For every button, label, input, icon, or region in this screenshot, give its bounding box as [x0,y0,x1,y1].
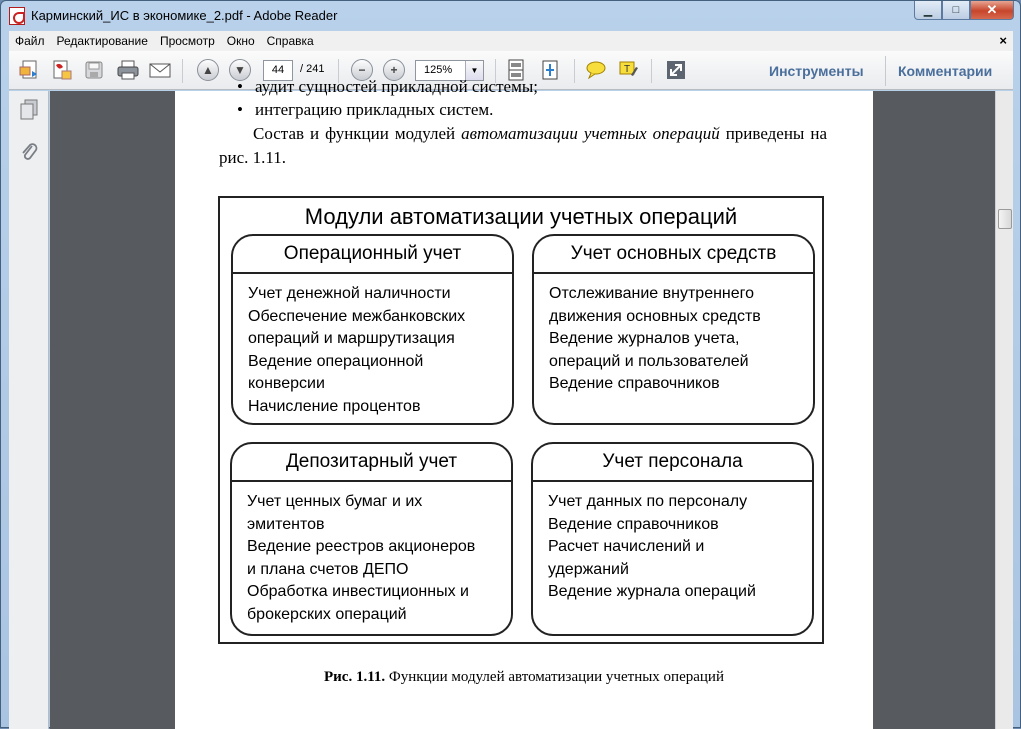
module-line: брокерских операций [247,605,407,623]
caption-label: Рис. 1.11. [324,669,386,685]
module-line: движения основных средств [549,307,761,325]
module-line: удержаний [548,560,629,578]
next-page-icon[interactable]: ▼ [227,57,253,83]
window-controls [914,1,1014,20]
module-title: Учет основных средств [534,236,813,274]
save-icon[interactable] [81,57,107,83]
maximize-button[interactable]: □ [942,1,970,20]
menu-file[interactable]: Файл [15,34,45,48]
highlight-text-icon[interactable] [615,57,641,83]
module-title: Операционный учет [233,236,512,274]
module-line: операций и пользователей [549,352,749,370]
module-line: Ведение журналов учета, [549,330,740,347]
module-box [231,234,514,425]
page-total: / 241 [300,63,325,75]
document-viewport[interactable] [50,77,995,729]
chevron-down-icon[interactable]: ▼ [465,61,483,80]
close-document-button[interactable]: × [999,33,1007,48]
toolbar-separator [574,59,575,83]
module-line: Ведение реестров акционеров [247,538,476,555]
menu-view[interactable]: Просмотр [159,34,215,48]
title-bar [1,1,1020,31]
module-line: эмитентов [247,515,325,533]
zoom-in-icon[interactable]: + [381,57,407,83]
module-title: Депозитарный учет [232,444,511,482]
full-screen-icon[interactable] [663,57,689,83]
convert-pdf-icon[interactable] [49,57,75,83]
module-line: Начисление процентов [248,397,421,415]
figure-caption [175,669,873,686]
paragraph-text: приведены на рис. 1.11. [219,124,827,167]
paragraph-emphasis: автоматизации учетных операций [461,124,720,143]
toolbar-separator [651,59,652,83]
module-line: конверсии [248,375,325,392]
comments-panel-button[interactable]: Комментарии [898,63,993,79]
module-line: Ведение справочников [549,375,720,392]
email-icon[interactable] [147,57,173,83]
module-line: Ведение операционной [248,352,424,370]
figure-diagram [218,196,824,644]
module-box [531,442,814,636]
minimize-button[interactable]: ▁ [914,1,942,20]
close-window-button[interactable]: ✕ [970,1,1014,20]
menu-bar [9,31,1013,51]
module-title: Учет персонала [533,444,812,482]
figure-title: Модули автоматизации учетных операций [304,204,738,229]
caption-text: Функции модулей автоматизации учетных операций [385,669,724,685]
vertical-scrollbar[interactable] [995,91,1013,729]
navigation-panel [9,91,49,729]
bullet-item: • интеграцию прикладных систем. [255,100,493,120]
pdf-app-icon[interactable] [9,7,25,25]
module-line: Учет ценных бумаг и их [247,493,423,510]
module-line: операций и маршрутизация [248,330,455,347]
module-box [532,234,815,425]
zoom-value: 125% [424,64,453,76]
menu-window[interactable]: Окно [226,34,255,48]
toolbar-separator [885,56,886,86]
page-number-input[interactable]: 44 [263,60,293,81]
module-line: Учет денежной наличности [248,285,451,302]
module-line: Обеспечение межбанковских [248,307,466,325]
menu-help[interactable]: Справка [266,34,314,48]
comment-icon[interactable] [583,57,609,83]
pdf-page [175,77,873,729]
previous-page-icon[interactable]: ▲ [195,57,221,83]
print-icon[interactable] [115,57,141,83]
menu-edit[interactable]: Редактирование [56,34,148,48]
module-box [230,442,513,636]
scrollbar-thumb[interactable] [998,209,1012,229]
module-line: Отслеживание внутреннего [549,285,755,302]
module-line: Обработка инвестиционных и [247,583,469,600]
body-paragraph [219,122,827,170]
svg-text:T: T [624,64,631,75]
paragraph-text: Состав и функции модулей [253,124,462,143]
create-pdf-icon[interactable] [17,57,43,83]
module-line: Ведение справочников [548,515,719,533]
module-line: и плана счетов ДЕПО [247,560,409,578]
attachments-paperclip-icon[interactable] [19,141,39,163]
fit-page-icon[interactable] [537,57,563,83]
pages-thumbnail-icon[interactable] [19,99,39,121]
zoom-out-icon[interactable]: − [349,57,375,83]
module-line: Расчет начислений и [548,538,705,555]
module-line: Ведение журнала операций [548,583,756,600]
bullet-item: • аудит сущностей прикладной системы; [255,77,538,97]
module-line: Учет данных по персоналу [548,493,748,510]
tools-panel-button[interactable]: Инструменты [769,63,864,79]
window-title: Карминский_ИС в экономике_2.pdf - Adobe Reader [31,8,338,23]
toolbar-separator [182,59,183,83]
